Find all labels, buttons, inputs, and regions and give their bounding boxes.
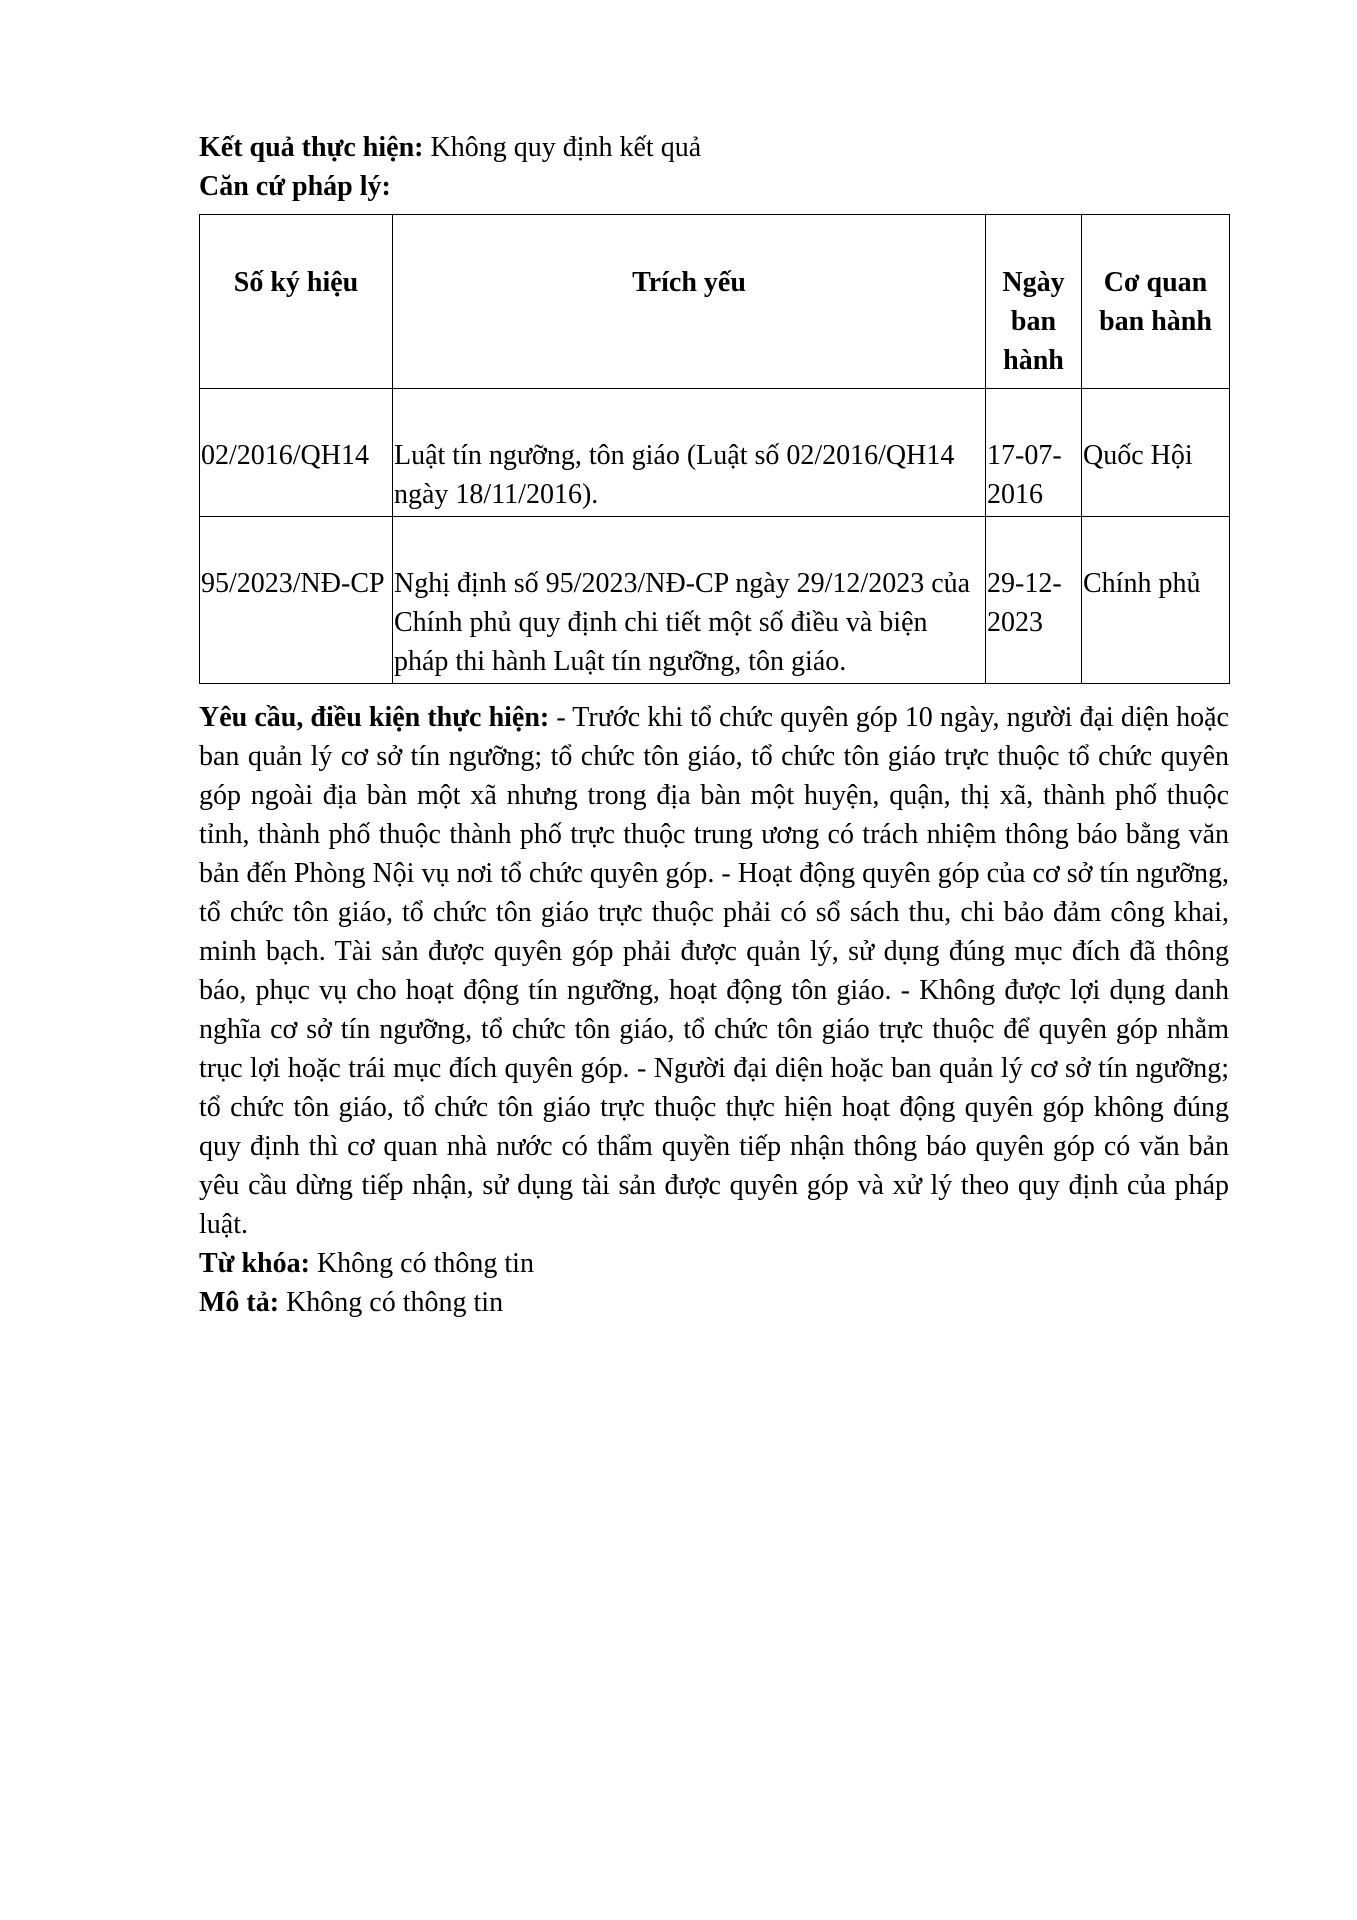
keywords-line [199,1244,1229,1283]
requirements-label: Yêu cầu, điều kiện thực hiện: [199,702,550,733]
legal-basis-line [199,167,1229,206]
description-label: Mô tả: [199,1287,280,1318]
description-line [199,1283,1229,1322]
cell-code: 02/2016/QH14 [200,389,393,517]
legal-basis-label: Căn cứ pháp lý: [199,171,391,202]
cell-code: 95/2023/NĐ-CP [200,517,393,684]
legal-basis-table [199,214,1230,684]
description-value: Không có thông tin [286,1287,504,1318]
column-header-agency: Cơ quan ban hành [1082,215,1230,389]
keywords-value: Không có thông tin [316,1248,534,1279]
document-page [199,128,1229,1322]
requirements-value: - Trước khi tổ chức quyên góp 10 ngày, người đại diện hoặc ban quản lý cơ sở tín ngưỡng; tổ chức tôn giáo, tổ chức tôn giáo trực thuộc tổ chức quyên góp ngoài địa bàn một xã nhưng trong địa bàn một huyện, quận, thị xã, thành phố thuộc tỉnh, thành phố thuộc thành phố trực thuộc trung ương có trách nhiệm thông báo bằng văn bản đến Phòng Nội vụ nơi tổ chức quyên góp. - Hoạt động quyên góp của cơ sở tín ngưỡng, tổ chức tôn giáo, tổ chức tôn giáo trực thuộc phải có sổ sách thu, chi bảo đảm công khai, minh bạch. Tài sản được quyên góp phải được quản lý, sử dụng đúng mục đích đã thông báo, phục vụ cho hoạt động tín ngưỡng, hoạt động tôn giáo. - Không được lợi dụng danh nghĩa cơ sở tín ngưỡng, tổ chức tôn giáo, tổ chức tôn giáo trực thuộc để quyên góp nhằm trục lợi hoặc trái mục đích quyên góp. - Người đại diện hoặc ban quản lý cơ sở tín ngưỡng; tổ chức tôn giáo, tổ chức tôn giáo trực thuộc thực hiện hoạt động quyên góp không đúng quy định thì cơ quan nhà nước có thẩm quyền tiếp nhận thông báo quyên góp có văn bản yêu cầu dừng tiếp nhận, sử dụng tài sản được quyên góp và xử lý theo quy định của pháp luật. [199,702,1229,1240]
cell-agency: Chính phủ [1082,517,1230,684]
result-value: Không quy định kết quả [430,132,702,163]
cell-date: 29-12-2023 [986,517,1082,684]
column-header-code: Số ký hiệu [200,215,393,389]
cell-date: 17-07-2016 [986,389,1082,517]
cell-agency: Quốc Hội [1082,389,1230,517]
cell-summary: Luật tín ngưỡng, tôn giáo (Luật số 02/2016/QH14 ngày 18/11/2016). [393,389,986,517]
requirements-paragraph [199,698,1229,1244]
column-header-summary: Trích yếu [393,215,986,389]
table-header-row [200,215,1230,389]
result-label: Kết quả thực hiện: [199,132,424,163]
column-header-date: Ngày ban hành [986,215,1082,389]
cell-summary: Nghị định số 95/2023/NĐ-CP ngày 29/12/2023 của Chính phủ quy định chi tiết một số điều và biện pháp thi hành Luật tín ngưỡng, tôn giáo. [393,517,986,684]
keywords-label: Từ khóa: [199,1248,310,1279]
result-line [199,128,1229,167]
table-row [200,517,1230,684]
table-row [200,389,1230,517]
